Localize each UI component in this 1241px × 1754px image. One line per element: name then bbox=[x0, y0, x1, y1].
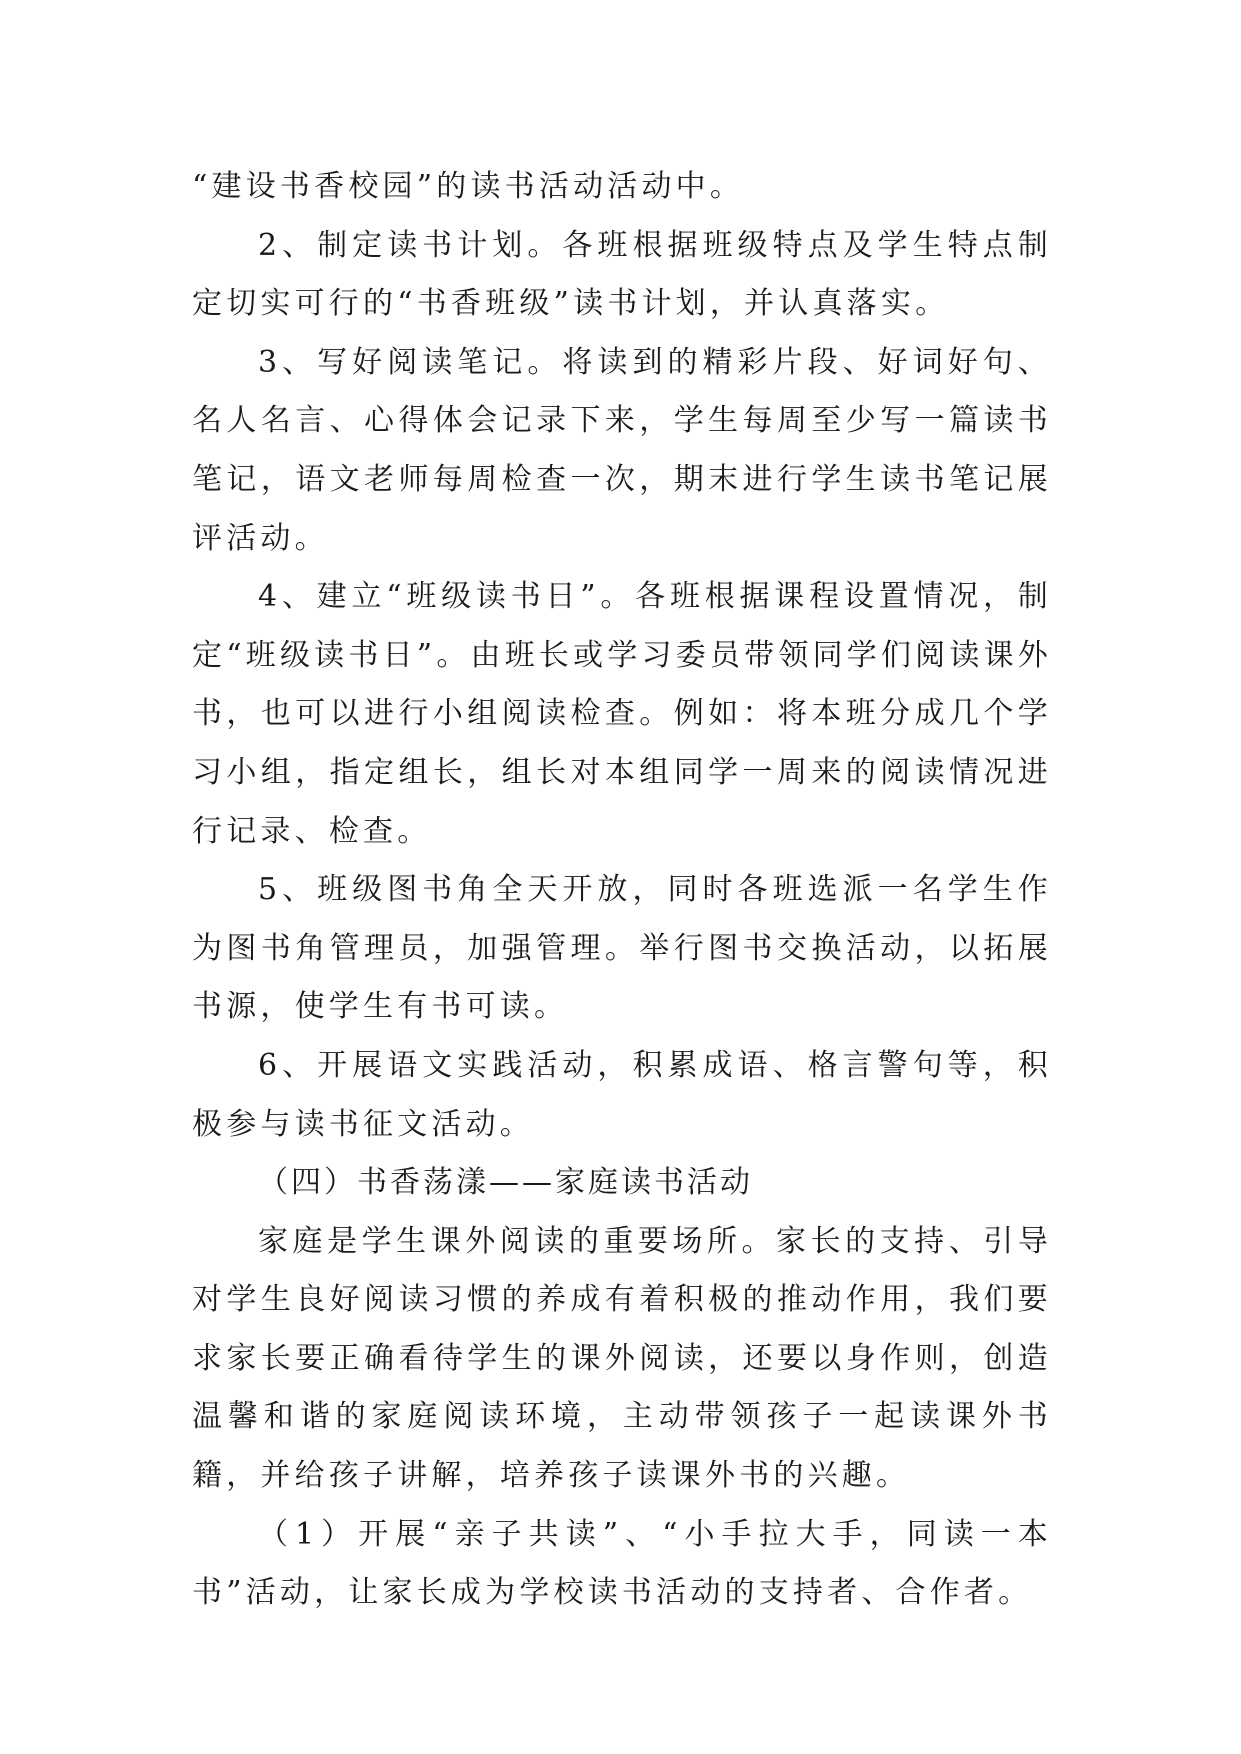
paragraph-family-reading: 家庭是学生课外阅读的重要场所。家长的支持、引导对学生良好阅读习惯的养成有着积极的推动作用，我们要求家长要正确看待学生的课外阅读，还要以身作则，创造温馨和谐的家庭阅读环境，主动带领孩子一起读课外书籍，并给孩子讲解，培养孩子读课外书的兴趣。 bbox=[192, 1223, 1052, 1494]
paragraph-item-1-paren: （1）开展“亲子共读”、“小手拉大手，同读一本书”活动，让家长成为学校读书活动的支持者、合作者。 bbox=[192, 1516, 1052, 1611]
section-heading: （四）书香荡漾——家庭读书活动 bbox=[258, 1165, 753, 1201]
paragraph-item-2: 2、制定读书计划。各班根据班级特点及学生特点制定切实可行的“书香班级”读书计划，并认真落实。 bbox=[192, 227, 1052, 322]
paragraph-item-3: 3、写好阅读笔记。将读到的精彩片段、好词好句、名人名言、心得体会记录下来，学生每周至少写一篇读书笔记，语文老师每周检查一次，期末进行学生读书笔记展评活动。 bbox=[192, 344, 1052, 556]
document-body bbox=[192, 158, 1052, 1623]
paragraph-item-4: 4、建立“班级读书日”。各班根据课程设置情况，制定“班级读书日”。由班长或学习委员带领同学们阅读课外书，也可以进行小组阅读检查。例如：将本班分成几个学习小组，指定组长，组长对本组同学一周来的阅读情况进行记录、检查。 bbox=[192, 579, 1052, 849]
paragraph-item-5: 5、班级图书角全天开放，同时各班选派一名学生作为图书角管理员，加强管理。举行图书交换活动，以拓展书源，使学生有书可读。 bbox=[192, 872, 1052, 1025]
paragraph-continuation: “建设书香校园”的读书活动活动中。 bbox=[192, 169, 745, 204]
paragraph-item-6: 6、开展语文实践活动，积累成语、格言警句等，积极参与读书征文活动。 bbox=[192, 1047, 1052, 1142]
